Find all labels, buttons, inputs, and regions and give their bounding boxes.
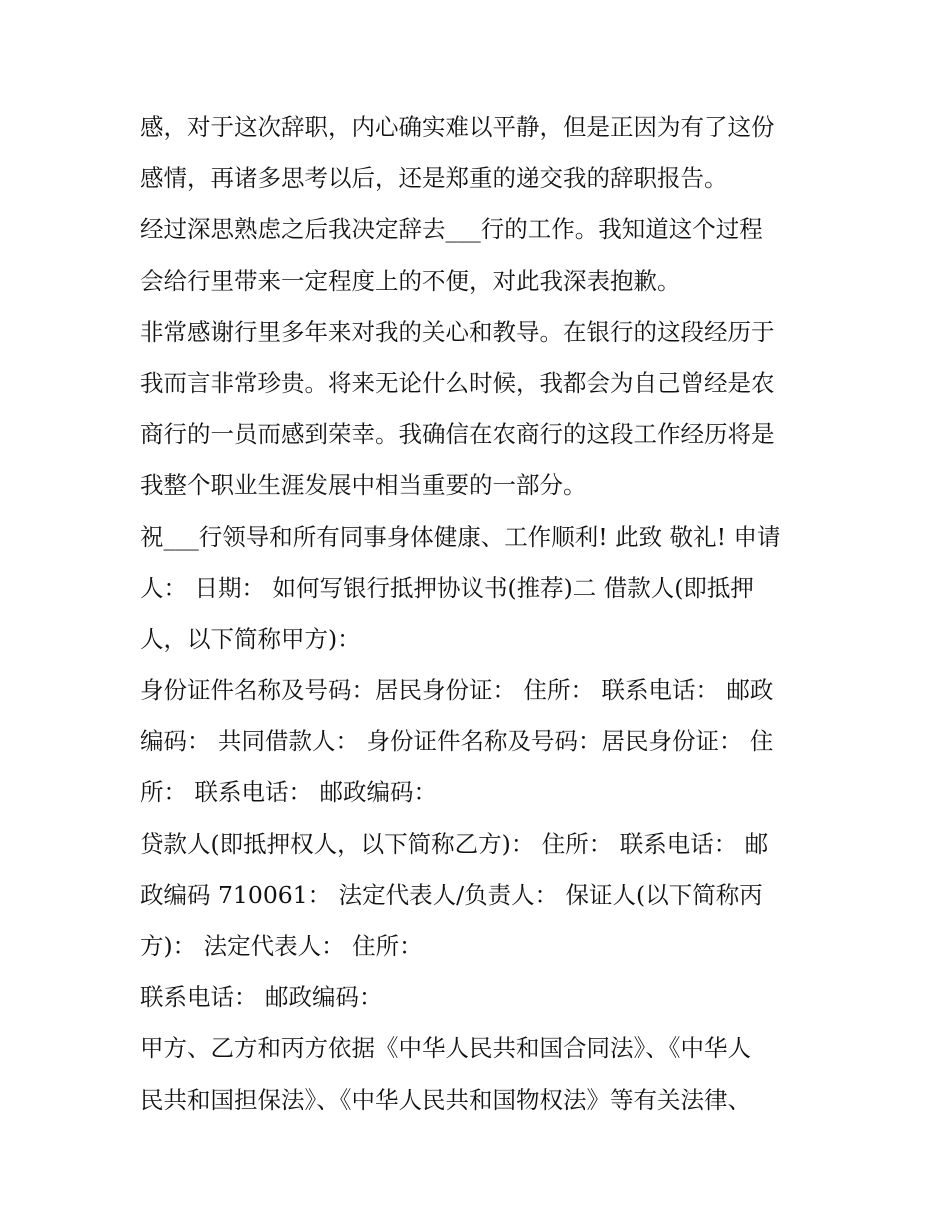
text-line: 方)： 法定代表人： 住所： bbox=[140, 932, 423, 960]
document-body bbox=[140, 102, 812, 1126]
text-line: 编码： 共同借款人： 身份证件名称及号码：居民身份证： 住 bbox=[140, 727, 774, 756]
text-line: 祝___行领导和所有同事身体健康、工作顺利! 此致 敬礼! 申请 bbox=[140, 522, 781, 551]
text-line: 联系电话： 邮政编码： bbox=[140, 983, 383, 1012]
text-line: 感，对于这次辞职，内心确实难以平静，但是正因为有了这份 bbox=[140, 113, 775, 141]
text-line: 感情，再诸多思考以后，还是郑重的递交我的辞职报告。 bbox=[140, 164, 728, 193]
text-line: 会给行里带来一定程度上的不便，对此我深表抱歉。 bbox=[140, 266, 681, 295]
text-line: 我整个职业生涯发展中相当重要的一部分。 bbox=[140, 471, 587, 500]
text-line: 经过深思熟虑之后我决定辞去___行的工作。我知道这个过程 bbox=[140, 215, 763, 244]
text-line: 政编码 710061： 法定代表人/负责人： 保证人(以下简称丙 bbox=[140, 880, 763, 909]
text-line: 民共和国担保法》、《中华人民共和国物权法》等有关法律、 bbox=[140, 1085, 751, 1114]
text-line: 贷款人(即抵押权人，以下简称乙方)： 住所： 联系电话： 邮 bbox=[140, 829, 769, 858]
text-line: 商行的一员而感到荣幸。我确信在农商行的这段工作经历将是 bbox=[140, 420, 775, 449]
text-line: 我而言非常珍贵。将来无论什么时候，我都会为自己曾经是农 bbox=[140, 368, 775, 397]
text-line: 身份证件名称及号码：居民身份证： 住所： 联系电话： 邮政 bbox=[140, 676, 774, 705]
text-line: 人，以下简称甲方)： bbox=[140, 624, 361, 653]
text-line: 甲方、乙方和丙方依据《中华人民共和国合同法》、《中华人 bbox=[140, 1034, 751, 1063]
text-line: 所： 联系电话： 邮政编码： bbox=[140, 778, 437, 807]
text-line: 人： 日期： 如何写银行抵押协议书(推荐)二 借款人(即抵押 bbox=[140, 573, 754, 602]
text-line: 非常感谢行里多年来对我的关心和教导。在银行的这段经历于 bbox=[140, 317, 775, 346]
